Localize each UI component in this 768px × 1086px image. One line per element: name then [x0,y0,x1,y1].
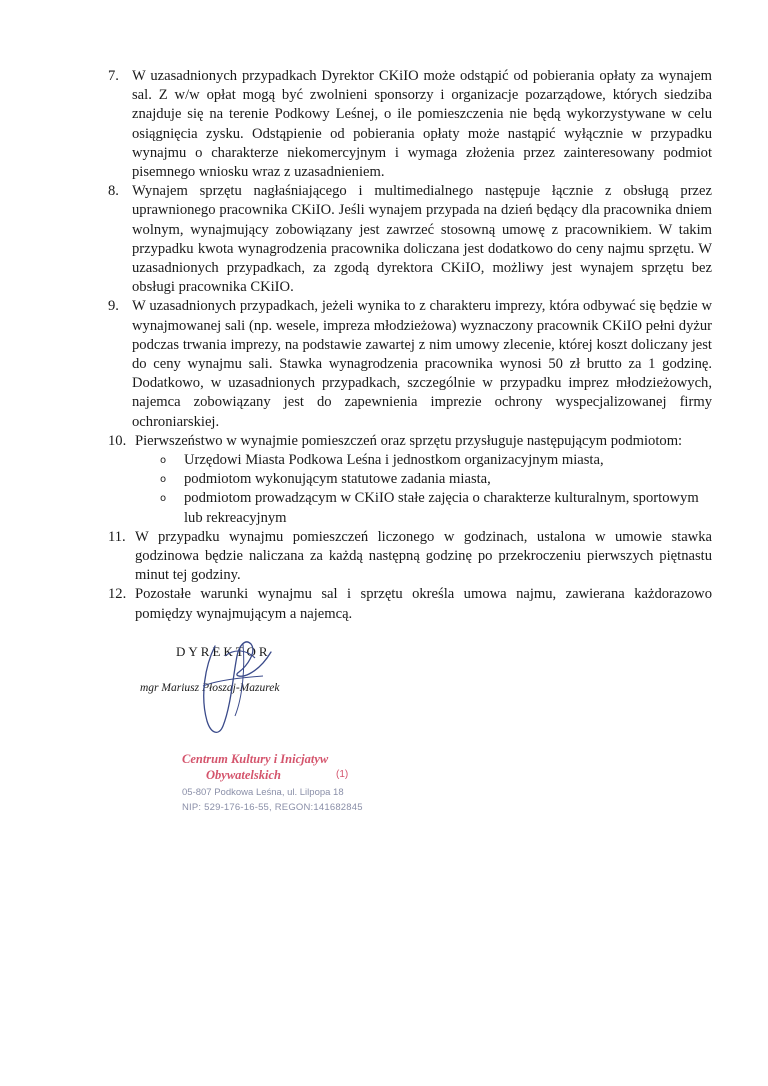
bullet-icon: o [160,474,167,486]
item-text: W uzasadnionych przypadkach Dyrektor CKiIO może odstąpić od pobierania opłaty za wynajem sal. Z w/w opłat mogą być zwolnieni sponsorzy i organizacje pozarządowe, których siedziba znajduje się na terenie Podkowy Leśnej, o ile pomieszczenia nie będą wykorzystywane w celu osiągnięcia zysku. Odstąpienie od pobierania opłaty może nastąpić wyłącznie w przypadku wynajmu o charakterze niekomercyjnym i wymaga złożenia przez zainteresowany podmiot pisemnego wniosku wraz z uzasadnieniem. [132,68,712,181]
stamp-registry-numbers: NIP: 529-176-16-55, REGON:141682845 [182,802,363,813]
handwritten-signature-icon [185,626,285,741]
item-text: W uzasadnionych przypadkach, jeżeli wynika to z charakteru imprezy, która odbywać się będzie w wynajmowanej sali (np. wesele, impreza młodzieżowa) wyznaczony pracownik CKiIO pełni dyżur podczas trwania imprezy, na podstawie zawartej z nim umowy zlecenie, której koszt doliczany jest do ceny wynajmu sali. Stawka wynagrodzenia pracownika wynosi 50 zł brutto za 1 godzinę. Dodatkowo, w uzasadnionych przypadkach, szczególnie w przypadku imprez młodzieżowych, najemca zobowiązany jest do zapewnienia imprezie ochrony wyspecjalizowanej firmy ochroniarskiej. [132,298,712,430]
bullet-item [157,470,712,489]
bullet-icon: o [160,455,167,467]
item-number: 11. [108,528,126,545]
item-number: 8. [108,183,119,200]
item-text: Pozostałe warunki wynajmu sal i sprzętu określa umowa najmu, zawierana każdorazowo pomiędzy wynajmującym a najemcą. [135,586,712,622]
signature-title: DYREKTOR [176,644,271,659]
item-text: Pierwszeństwo w wynajmie pomieszczeń oraz sprzętu przysługuje następującym podmiotom: [135,432,683,449]
stamp-institution-name: Centrum Kultury i Inicjatyw [182,752,329,766]
stamp-number: (1) [336,769,349,780]
list-item-9 [108,297,712,431]
regulation-list [108,67,712,624]
stamp-institution-name-2: Obywatelskich [206,768,281,782]
signature-name: mgr Mariusz Płoszaj-Mazurek [140,682,280,694]
priority-bullet-list [135,451,712,528]
stamp-address: 05-807 Podkowa Leśna, ul. Lilpopa 18 [182,787,344,798]
list-item-10 [108,432,712,528]
item-number: 9. [108,298,119,315]
item-number: 7. [108,68,119,84]
item-text: Wynajem sprzętu nagłaśniającego i multimedialnego następuje łącznie z obsługą przez uprawnionego pracownika CKiIO. Jeśli wynajem przypada na dzień będący dla pracownika dniem wolnym, wynajmujący zobowiązany jest zawrzeć stosowną umowę z pracownikiem. W takim przypadku kwota wynagrodzenia pracownika doliczana jest dodatkowo do ceny najmu sprzętu. W uzasadnionych przypadkach, za zgodą dyrektora CKiIO, możliwy jest wynajem sprzętu bez obsługi pracownika CKiIO. [132,183,712,296]
item-number: 10. [108,432,127,449]
bullet-text: Urzędowi Miasta Podkowa Leśna i jednostkom organizacyjnym miasta, [184,452,604,469]
list-item-8 [108,182,712,297]
signature-block [140,636,380,736]
list-item-12 [108,585,712,623]
bullet-icon: o [160,493,167,505]
item-number: 12. [108,586,127,603]
list-item-11 [108,528,712,586]
item-text: W przypadku wynajmu pomieszczeń liczonego w godzinach, ustalona w umowie stawka godzinowa będzie naliczana za każdą następną godzinę po przekroczeniu pierwszych piętnastu minut tej godziny. [135,528,712,584]
bullet-item [157,451,712,470]
list-item-7 [108,67,712,182]
bullet-item [157,489,712,527]
institution-stamp [176,752,376,822]
bullet-text: podmiotom prowadzącym w CKiIO stałe zajęcia o charakterze kulturalnym, sportowym lub rekreacyjnym [184,490,699,526]
bullet-text: podmiotom wykonującym statutowe zadania miasta, [184,471,491,488]
